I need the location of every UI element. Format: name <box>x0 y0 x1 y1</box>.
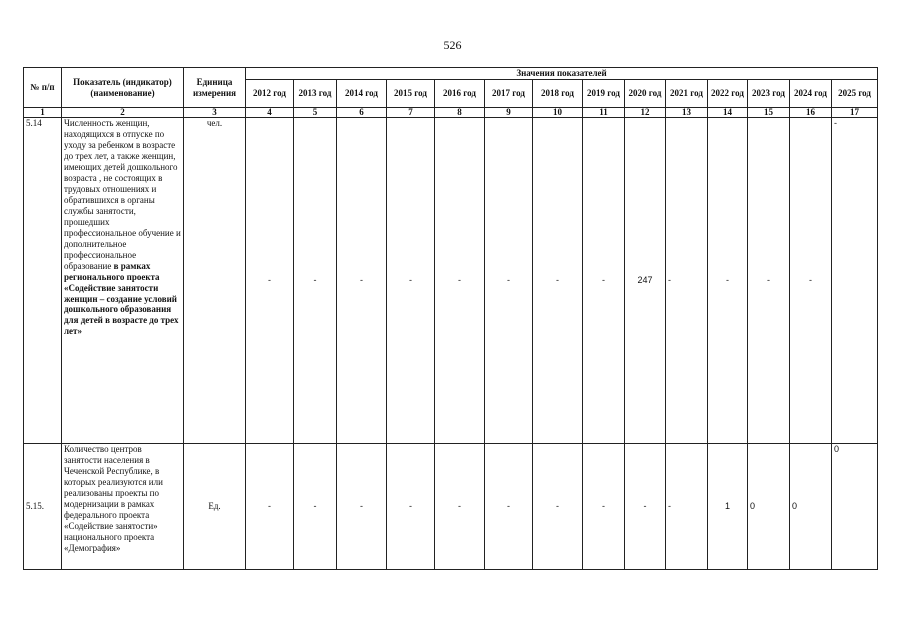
value-cell: - <box>666 444 708 570</box>
page-number: 526 <box>443 38 462 52</box>
column-number: 16 <box>790 108 832 118</box>
unit-cell: Ед. <box>184 444 246 570</box>
header-num: № п/п <box>24 68 62 108</box>
value-cell: - <box>246 118 294 444</box>
column-number: 12 <box>625 108 666 118</box>
column-number: 7 <box>387 108 435 118</box>
indicator-name <box>62 444 184 570</box>
column-number: 15 <box>748 108 790 118</box>
value-cell: - <box>583 118 625 444</box>
indicator-name-bold-text: в рамках регионального проекта «Содействие занятости женщин – создание условий дошкольного образования для детей в возрасте до трех лет» <box>64 260 179 337</box>
indicator-name-text: Количество центров занятости населения в Чеченской Республике, в которых реализуются или реализованы проекты по модернизации в рамках федерального проекта «Содействие занятости» национального проекта «Демография» <box>64 444 163 553</box>
value-cell: - <box>533 118 583 444</box>
value-cell: - <box>832 118 878 444</box>
column-number: 10 <box>533 108 583 118</box>
value-cell: - <box>583 444 625 570</box>
header-row-top <box>24 68 878 80</box>
header-year: 2018 год <box>533 80 583 108</box>
column-number: 3 <box>184 108 246 118</box>
column-number: 4 <box>246 108 294 118</box>
header-year: 2016 год <box>435 80 485 108</box>
header-year: 2025 год <box>832 80 878 108</box>
value-cell: - <box>246 444 294 570</box>
column-number: 9 <box>485 108 533 118</box>
header-year: 2013 год <box>294 80 337 108</box>
value-cell: 1 <box>708 444 748 570</box>
table-row <box>24 444 878 570</box>
value-cell: - <box>337 118 387 444</box>
header-year: 2023 год <box>748 80 790 108</box>
header-year: 2017 год <box>485 80 533 108</box>
value-cell: - <box>294 444 337 570</box>
value-cell: - <box>666 118 708 444</box>
column-number-row <box>24 108 878 118</box>
value-cell: - <box>708 118 748 444</box>
header-year: 2012 год <box>246 80 294 108</box>
value-cell: - <box>435 444 485 570</box>
indicators-table <box>23 67 878 570</box>
column-number: 5 <box>294 108 337 118</box>
unit-cell: чел. <box>184 118 246 444</box>
column-number: 1 <box>24 108 62 118</box>
column-number: 6 <box>337 108 387 118</box>
table-row <box>24 118 878 444</box>
header-year: 2015 год <box>387 80 435 108</box>
column-number: 2 <box>62 108 184 118</box>
header-unit: Единица измерения <box>184 68 246 108</box>
indicator-name <box>62 118 184 444</box>
header-year: 2019 год <box>583 80 625 108</box>
column-number: 17 <box>832 108 878 118</box>
header-year: 2020 год <box>625 80 666 108</box>
value-cell: 0 <box>832 444 878 570</box>
header-year: 2022 год <box>708 80 748 108</box>
value-cell: - <box>533 444 583 570</box>
value-cell: 247 <box>625 118 666 444</box>
row-number: 5.15. <box>24 444 62 570</box>
column-number: 11 <box>583 108 625 118</box>
header-year: 2021 год <box>666 80 708 108</box>
column-number: 13 <box>666 108 708 118</box>
header-year: 2014 год <box>337 80 387 108</box>
header-name: Показатель (индикатор) (наименование) <box>62 68 184 108</box>
value-cell: 0 <box>748 444 790 570</box>
column-number: 8 <box>435 108 485 118</box>
value-cell: - <box>485 118 533 444</box>
column-number: 14 <box>708 108 748 118</box>
value-cell: - <box>337 444 387 570</box>
value-cell: - <box>294 118 337 444</box>
header-year: 2024 год <box>790 80 832 108</box>
value-cell: - <box>485 444 533 570</box>
value-cell: - <box>387 444 435 570</box>
value-cell: - <box>387 118 435 444</box>
value-cell: - <box>790 118 832 444</box>
value-cell: - <box>748 118 790 444</box>
indicator-name-text: Численность женщин, находящихся в отпуске по уходу за ребенком в возрасте до трех лет, а также женщин, имеющих детей дошкольного возраста , не состоящих в трудовых отношениях и обратившихся в органы службы занятости, прошедших профессиональное обучение и дополнительное профессиональное образование <box>64 118 181 271</box>
value-cell: - <box>625 444 666 570</box>
value-cell: - <box>435 118 485 444</box>
row-number: 5.14 <box>24 118 62 444</box>
header-values-group: Значения показателей <box>246 68 878 80</box>
value-cell: 0 <box>790 444 832 570</box>
